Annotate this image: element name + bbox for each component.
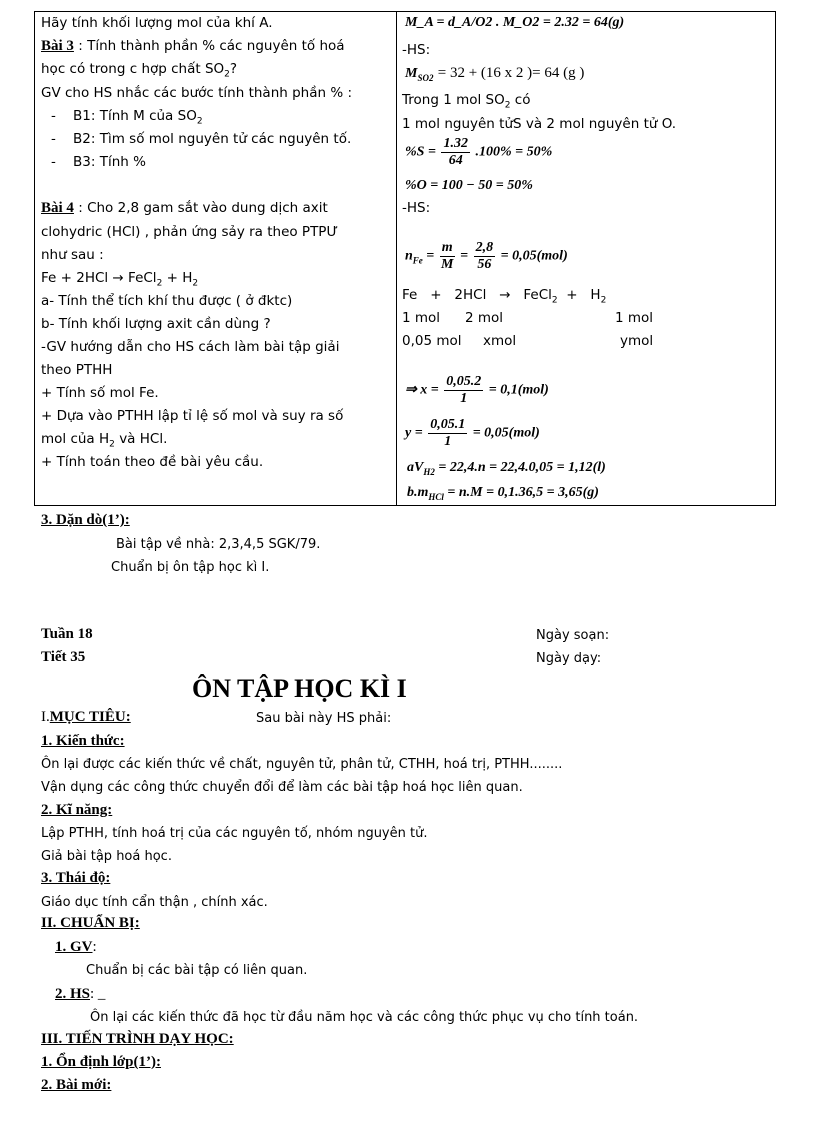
prep-date-label: Ngày soạn:: [536, 628, 610, 643]
objectives-note: Sau bài này HS phải:: [256, 711, 392, 726]
objectives-heading: I.MỤC TIÊU:: [41, 709, 131, 725]
left-line: + Tính toán theo đề bài yêu cầu.: [41, 454, 264, 470]
ratio-row: xmol: [483, 333, 517, 349]
left-line: mol của $H_2$ và HCl.: [41, 431, 168, 450]
left-line-bai4: Bài 4 : Cho 2,8 gam sắt vào dung dịch axit: [41, 200, 328, 216]
left-line-equation: Fe + 2HCl → FeCl$_2$ + $H_2$: [41, 270, 199, 289]
knowledge-heading: 1. Kiến thức:: [41, 733, 125, 749]
left-line: học có trong c hợp chất $SO_2$?: [41, 61, 238, 80]
left-line: Hãy tính khối lượng mol của khí A.: [41, 15, 273, 31]
ratio-row: 1 mol: [402, 310, 441, 326]
formula-y: y = $\frac{0,05.1}{1}$ = 0,05(mol): [405, 417, 540, 449]
formula-mass: $b.m_{HCl} = n.M = 0,1.36,5 = 3,65(g)$: [407, 485, 599, 502]
dando-line: Chuẩn bị ôn tập học kì I.: [111, 560, 270, 575]
attitude-line: Giáo dục tính cẩn thận , chính xác.: [41, 895, 268, 910]
table-divider: [396, 12, 397, 505]
student-heading: 2. HS: _: [55, 986, 106, 1002]
skills-line: Giả bài tập hoá học.: [41, 849, 172, 864]
left-line-step: - B2: Tìm số mol nguyên tử các nguyên tố.: [51, 131, 352, 147]
new-lesson-heading: 2. Bài mới:: [41, 1077, 112, 1093]
skills-line: Lập PTHH, tính hoá trị của các nguyên tố, nhóm nguyên tử.: [41, 826, 428, 841]
left-line: + Dựa vào PTHH lập tỉ lệ số mol và suy ra số: [41, 408, 344, 424]
knowledge-line: Vận dụng các công thức chuyển đổi để làm các bài tập hoá học liên quan.: [41, 780, 523, 795]
left-line: -GV hướng dẫn cho HS cách làm bài tập giải: [41, 339, 340, 355]
skills-heading: 2. Kĩ năng:: [41, 802, 113, 818]
formula-volume: $aV_{H2} = 22,4.n = 22,4.0,05 = 1,12(l)$: [407, 460, 606, 477]
formula-ma: M_A = d_A/O2 . M_O2 = 2.32 = 64(g): [405, 15, 625, 30]
week-label: Tuần 18: [41, 626, 93, 642]
left-line: clohydric (HCl) , phản ứng sảy ra theo PTPƯ: [41, 224, 339, 240]
preparation-heading: II. CHUẨN BỊ:: [41, 915, 140, 931]
page-title: ÔN TẬP HỌC KÌ I: [192, 674, 407, 703]
teach-date-label: Ngày dạy:: [536, 651, 602, 666]
left-line: + Tính số mol Fe.: [41, 385, 159, 401]
left-line-step: - B3: Tính %: [51, 154, 146, 170]
student-line: Ôn lại các kiến thức đã học từ đầu năm học và các công thức phục vụ cho tính toán.: [90, 1010, 639, 1025]
knowledge-line: Ôn lại được các kiến thức về chất, nguyên tử, phân tử, CTHH, hoá trị, PTHH........: [41, 757, 563, 772]
formula-pct-o: %O = 100 − 50 = 50%: [405, 178, 533, 193]
left-line-step: - B1: Tính M của $SO_2$: [51, 108, 203, 127]
left-line: b- Tính khối lượng axit cần dùng ?: [41, 316, 271, 332]
ratio-row: ymol: [620, 333, 654, 349]
formula-pct-s: %S = $\frac{1.32}{64}$ .100% = 50%: [405, 136, 553, 168]
left-line: GV cho HS nhắc các bước tính thành phần % :: [41, 85, 353, 101]
equation-fe-hcl: Fe + 2HCl → FeCl$_2$ + $H_2$: [402, 287, 607, 306]
hs-label: -HS:: [402, 42, 431, 58]
dando-line: Bài tập về nhà: 2,3,4,5 SGK/79.: [116, 537, 321, 552]
formula-x: ⇒ x = $\frac{0,05.2}{1}$ = 0,1(mol): [405, 374, 549, 406]
process-heading: III. TIẾN TRÌNH DẠY HỌC:: [41, 1031, 234, 1047]
formula-mso2: $M_{SO2} = 32 + (16$ x 2 )= 64 (g ): [405, 65, 585, 83]
left-line: theo PTHH: [41, 362, 113, 378]
ratio-row: 1 mol: [615, 310, 654, 326]
lesson-table: [34, 11, 776, 506]
right-line: 1 mol nguyên tửS và 2 mol nguyên tử O.: [402, 116, 677, 132]
teacher-heading: 1. GV:: [55, 939, 97, 955]
hs-label: -HS:: [402, 200, 431, 216]
formula-nfe: $n_{Fe}$ = $\frac{m}{M}$ = $\frac{2,8}{56}$ = 0,05(mol): [405, 240, 568, 272]
left-line-bai3: Bài 3 : Tính thành phần % các nguyên tố hoá: [41, 38, 345, 54]
dando-heading: 3. Dặn dò(1’):: [41, 512, 130, 528]
ratio-row: 2 mol: [465, 310, 504, 326]
ratio-row: 0,05 mol: [402, 333, 462, 349]
class-setup-heading: 1. Ổn định lớp(1’):: [41, 1054, 161, 1070]
teacher-line: Chuẩn bị các bài tập có liên quan.: [86, 963, 308, 978]
left-line: như sau :: [41, 247, 104, 263]
attitude-heading: 3. Thái độ:: [41, 870, 111, 886]
right-line: Trong 1 mol $SO_2$ có: [402, 92, 531, 111]
period-label: Tiết 35: [41, 649, 86, 665]
left-line: a- Tính thể tích khí thu được ( ở đktc): [41, 293, 293, 309]
